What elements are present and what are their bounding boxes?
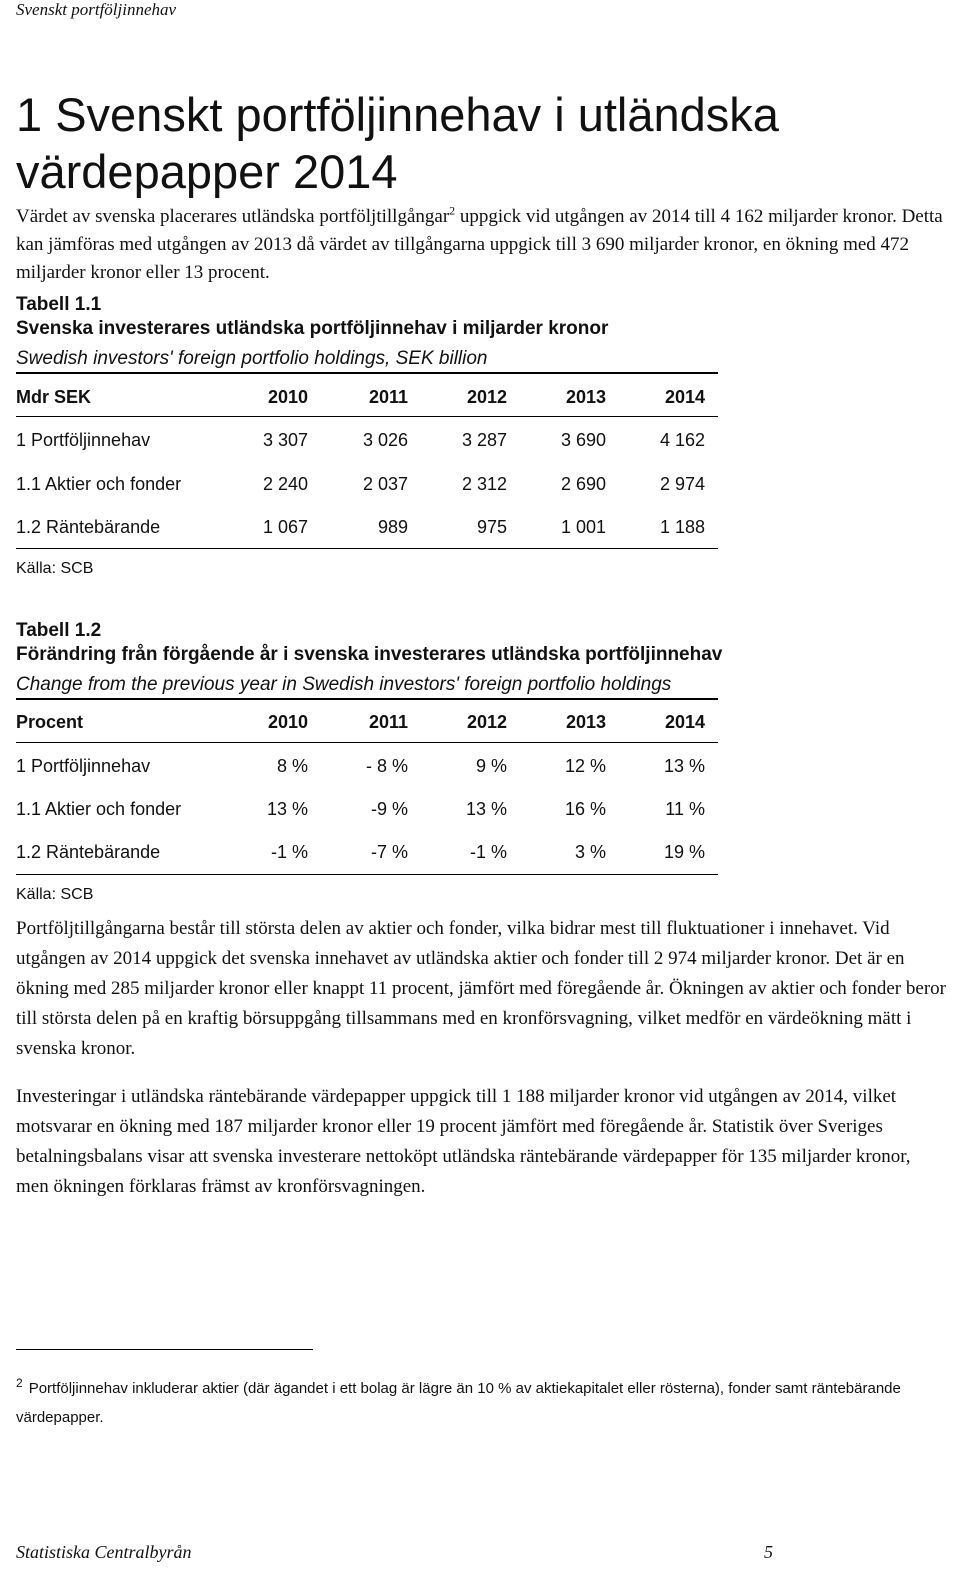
table1-title: Svenska investerares utländska portföljinnehav i miljarder kronor	[16, 318, 609, 339]
table2-label: Tabell 1.2	[16, 620, 102, 641]
table1-header-row	[16, 387, 718, 417]
table-cell: 13 %	[465, 799, 507, 819]
footnote	[16, 1374, 916, 1432]
table-row	[16, 517, 718, 547]
table-cell: 13 %	[266, 799, 308, 819]
intro-text-end: uppgick vid utgången av 2014 till 4 162 miljarder kronor. Detta kan jämföras med utgången av 2013 då värdet av tillgångarna uppgick till 3 690 miljarder kronor, en ökning med 472 miljarder kronor eller 13 procent.	[16, 206, 943, 283]
table-row	[16, 474, 718, 504]
table-cell: -9 %	[370, 799, 408, 819]
table-cell: 3 %	[574, 842, 606, 862]
row-label: 1 Portföljinnehav	[16, 430, 151, 450]
table2-header-year: 2013	[565, 712, 606, 732]
table-row	[16, 756, 718, 786]
table-cell: -1 %	[469, 842, 507, 862]
footnote-reference[interactable]: 2	[449, 203, 456, 218]
table1	[16, 372, 718, 572]
table-cell: 2 974	[659, 474, 705, 494]
table-row	[16, 842, 718, 872]
table2-header-year: 2011	[368, 712, 408, 732]
table-cell: 2 240	[262, 474, 308, 494]
table2-source: Källa: SCB	[16, 886, 94, 903]
running-header: Svenskt portföljinnehav	[16, 0, 177, 19]
table1-header-label: Mdr SEK	[16, 387, 92, 407]
table2-header-year: 2012	[466, 712, 507, 732]
row-label: 1.2 Räntebärande	[16, 517, 161, 537]
table-cell: 2 312	[461, 474, 507, 494]
chapter-title: 1 Svenskt portföljinnehav i utländska värdepapper 2014	[16, 88, 779, 198]
table-cell: 1 188	[659, 517, 705, 537]
table-cell: 12 %	[564, 756, 606, 776]
table2-top-rule	[16, 698, 718, 700]
table2-bottom-rule	[16, 874, 718, 875]
row-label: 1.1 Aktier och fonder	[16, 799, 182, 819]
footnote-number: 2	[16, 1376, 23, 1390]
table1-header-year: 2013	[565, 387, 606, 407]
table1-subtitle: Swedish investors' foreign portfolio holdings, SEK billion	[16, 348, 488, 369]
table2-header-label: Procent	[16, 712, 84, 732]
table-cell: 3 307	[262, 430, 308, 450]
intro-paragraph	[16, 203, 946, 287]
table1-label: Tabell 1.1	[16, 294, 102, 315]
row-label: 1.1 Aktier och fonder	[16, 474, 182, 494]
table-cell: 13 %	[663, 756, 705, 776]
table2-subtitle: Change from the previous year in Swedish investors' foreign portfolio holdings	[16, 674, 672, 695]
table-cell: 16 %	[564, 799, 606, 819]
table1-header-year: 2014	[664, 387, 705, 407]
footer-publisher: Statistiska Centralbyrån	[16, 1542, 192, 1562]
table-cell: 2 037	[362, 474, 408, 494]
body-paragraph-1: Portföljtillgångarna består till största delen av aktier och fonder, vilka bidrar mest till fluktuationer i innehavet. Vid utgången av 2014 uppgick det svenska innehavet av utländska aktier och fonder till 2 974 miljarder kronor. Det är en ökning med 285 miljarder kronor eller knappt 11 procent, jämfört med föregående år. Ökningen av aktier och fonder beror till största delen på en kraftig börsuppgång tillsammans med en kronförsvagning, vilket medför en värdeökning mätt i svenska kronor.	[16, 918, 946, 1059]
table-cell: 4 162	[659, 430, 705, 450]
table-cell: 1 001	[560, 517, 606, 537]
table-cell: 975	[476, 517, 507, 537]
table1-header-year: 2011	[368, 387, 408, 407]
table-cell: 9 %	[475, 756, 507, 776]
body-paragraph-2: Investeringar i utländska räntebärande värdepapper uppgick till 1 188 miljarder kronor vid utgången av 2014, vilket motsvarar en ökning med 187 miljarder kronor eller 19 procent jämfört med föregående år. Statistik över Sveriges betalningsbalans visar att svenska investerare nettoköpt utländska räntebärande värdepapper för 135 miljarder kronor, men ökningen förklaras främst av kronförsvagningen.	[16, 1086, 911, 1197]
page-number: 5	[764, 1542, 773, 1562]
table1-bottom-rule	[16, 548, 718, 549]
table1-header-rule	[16, 416, 718, 417]
row-label: 1.2 Räntebärande	[16, 842, 161, 862]
table-cell: -1 %	[270, 842, 308, 862]
footnote-text: Portföljinnehav inkluderar aktier (där ägandet i ett bolag är lägre än 10 % av aktiekapitalet eller rösterna), fonder samt räntebärande värdepapper.	[16, 1380, 901, 1426]
table1-header-year: 2012	[466, 387, 507, 407]
table2	[16, 698, 718, 888]
table-cell: - 8 %	[365, 756, 408, 776]
table1-top-rule	[16, 372, 718, 374]
table-cell: 3 287	[461, 430, 507, 450]
table2-header-row	[16, 712, 718, 742]
table-row	[16, 430, 718, 460]
table-cell: 2 690	[560, 474, 606, 494]
intro-text-start: Värdet av svenska placerares utländska portföljtillgångar	[16, 206, 450, 227]
table2-title: Förändring från förgående år i svenska investerares utländska portföljinnehav	[16, 644, 723, 665]
table-cell: 989	[377, 517, 408, 537]
table-cell: 8 %	[276, 756, 308, 776]
table-cell: 3 690	[560, 430, 606, 450]
table-cell: -7 %	[370, 842, 408, 862]
table-cell: 11 %	[665, 799, 705, 819]
table-cell: 3 026	[362, 430, 408, 450]
row-label: 1 Portföljinnehav	[16, 756, 151, 776]
table-cell: 19 %	[663, 842, 705, 862]
table1-source: Källa: SCB	[16, 560, 94, 577]
footnote-rule	[16, 1349, 313, 1350]
table-cell: 1 067	[262, 517, 308, 537]
table2-header-rule	[16, 742, 718, 743]
table2-header-year: 2014	[664, 712, 705, 732]
table1-header-year: 2010	[267, 387, 308, 407]
table-row	[16, 799, 718, 829]
table2-header-year: 2010	[267, 712, 308, 732]
